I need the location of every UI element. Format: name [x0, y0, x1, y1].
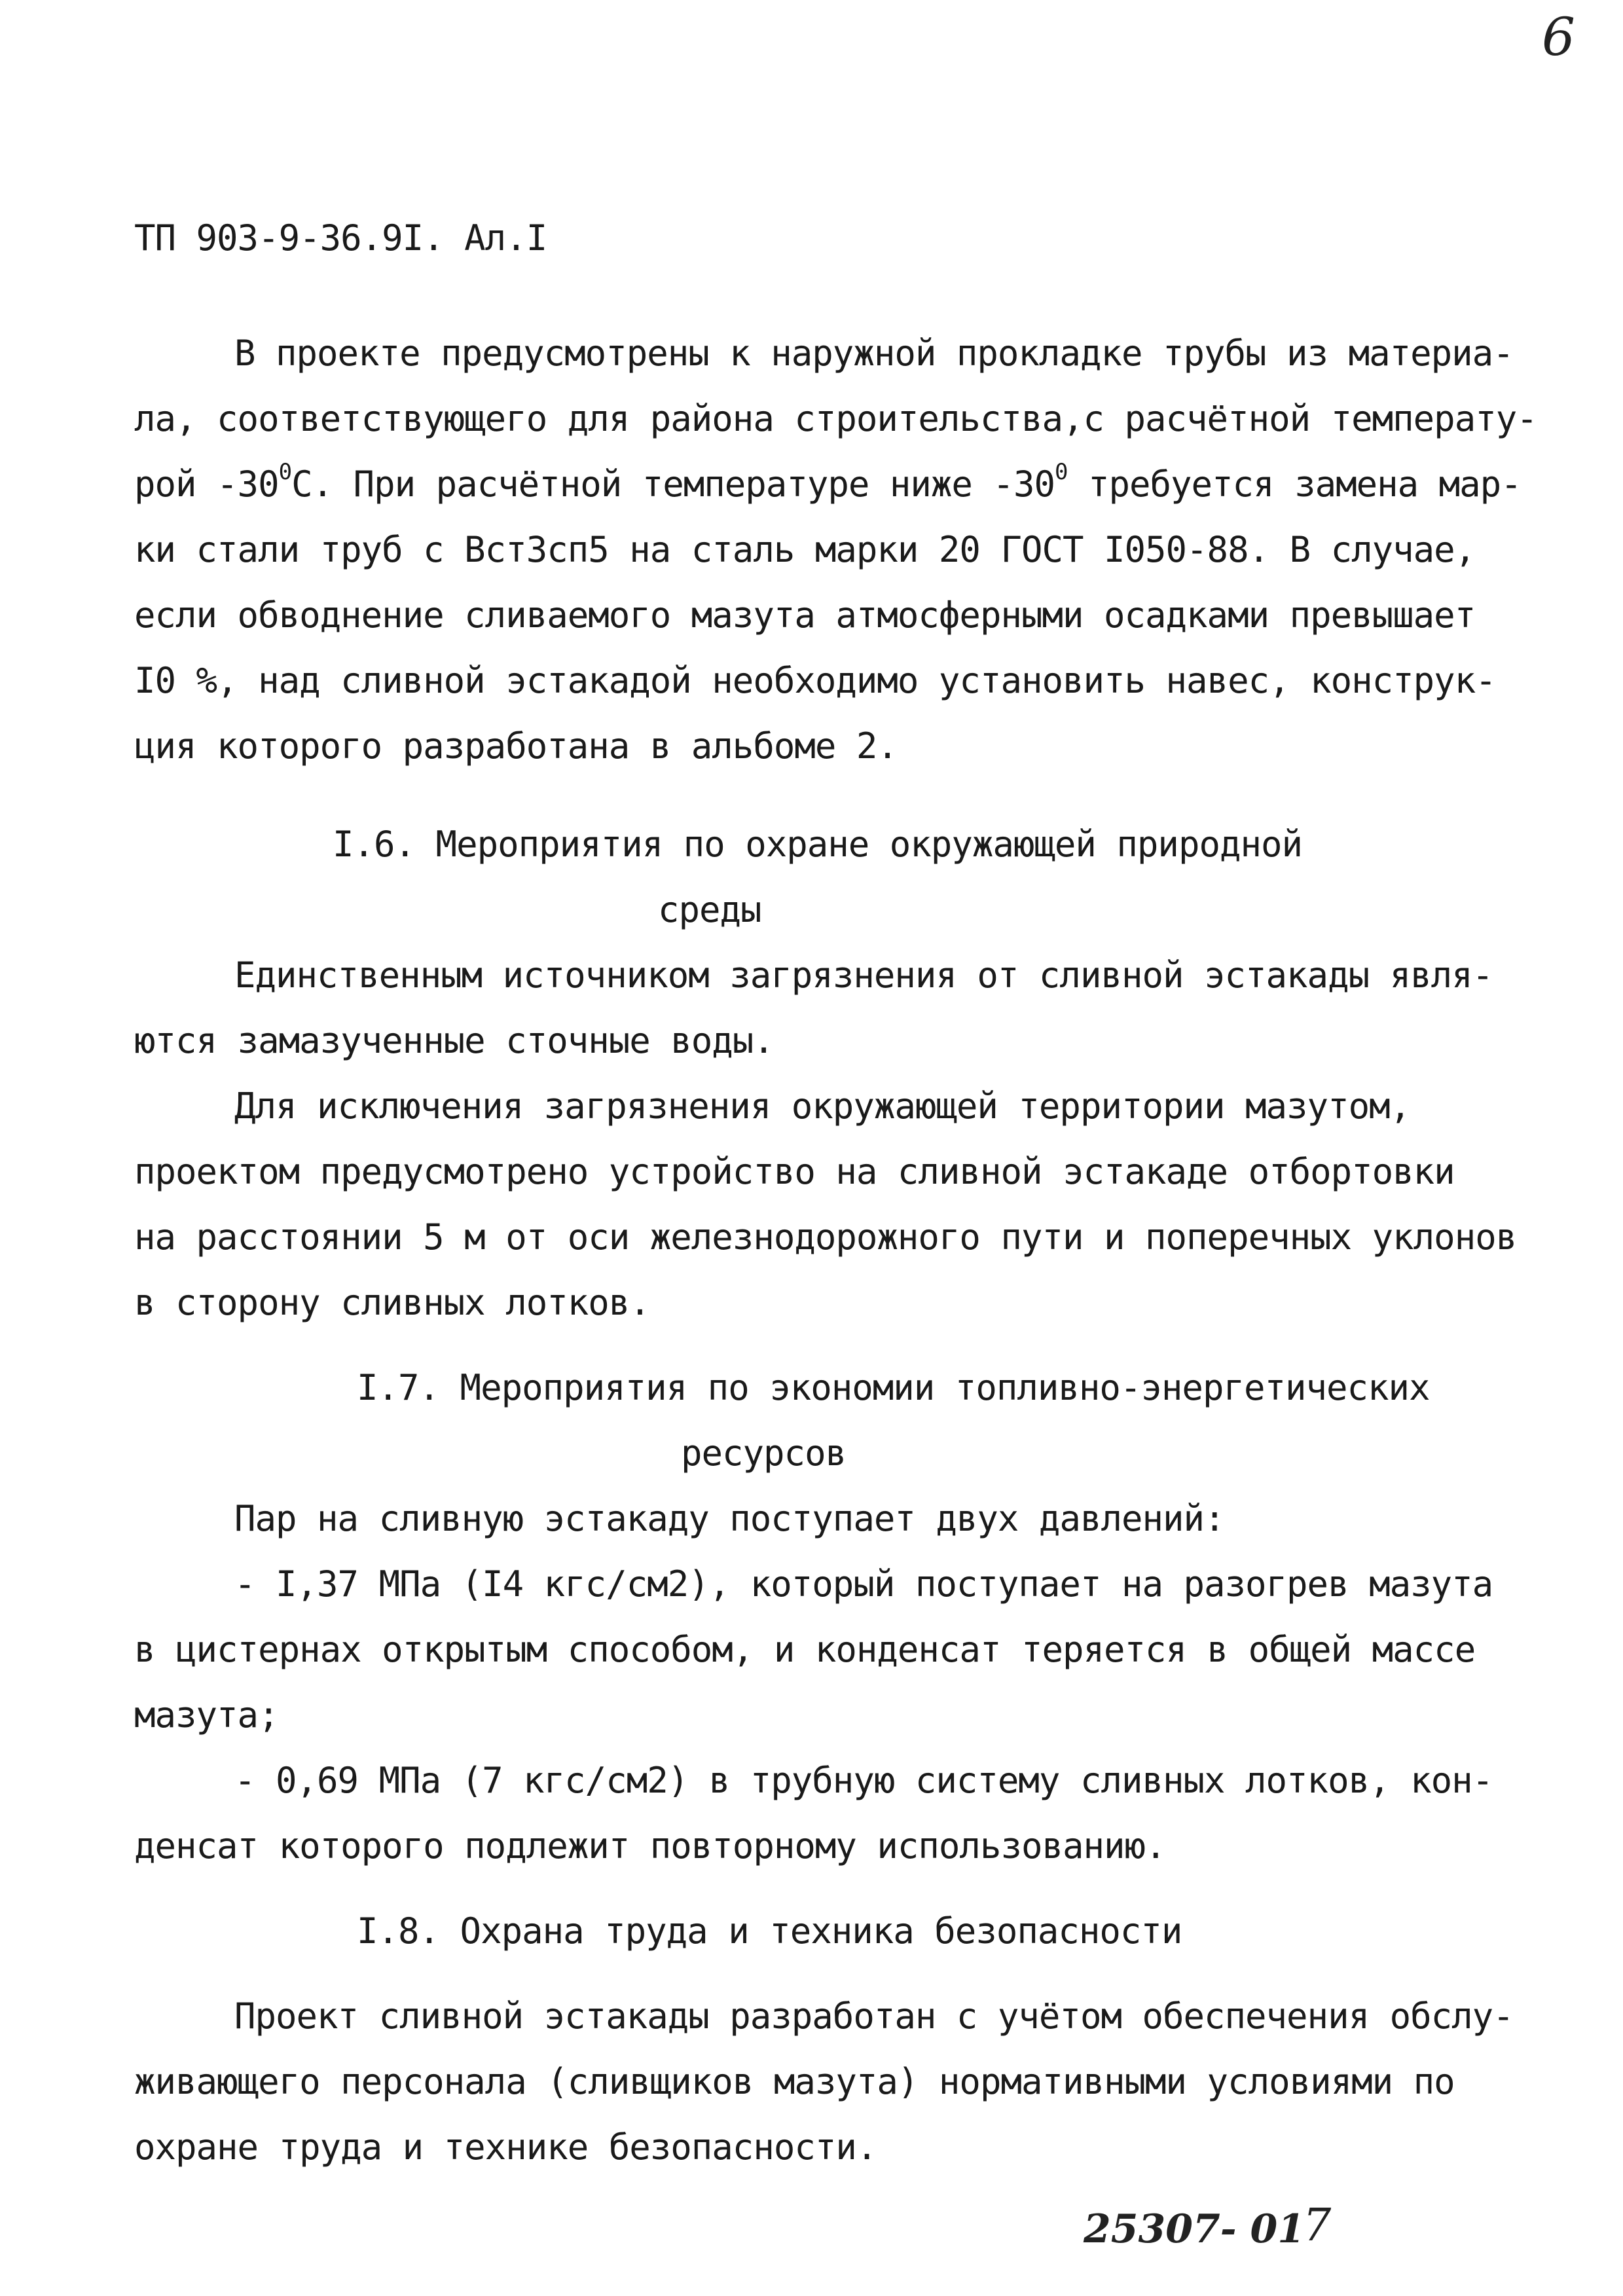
text-line: Единственным источником загрязнения от сливной эстакады явля- [234, 955, 1493, 996]
footer-code: 25307- 01 [1084, 2206, 1305, 2252]
text-line: В проекте предусмотрены к наружной прокладке трубы из материа- [234, 333, 1514, 374]
text-line: Проект сливной эстакады разработан с учётом обеспечения обслу- [234, 1995, 1514, 2037]
text-fragment: требуется замена мар- [1067, 464, 1522, 505]
text-line: охране труда и технике безопасности. [134, 2126, 877, 2168]
section-heading: I.6. Мероприятия по охране окружающей природной [333, 824, 1303, 865]
text-fragment: С. При расчётной температуре ниже -30 [291, 464, 1055, 505]
text-line: ются замазученные сточные воды. [134, 1020, 774, 1061]
text-line: - I,37 МПа (I4 кгс/см2), который поступает на разогрев мазута [234, 1563, 1493, 1605]
text-line: проектом предусмотрено устройство на сливной эстакаде отбортовки [134, 1151, 1455, 1192]
section-heading: среды [658, 889, 761, 930]
text-line: денсат которого подлежит повторному использованию. [134, 1825, 1166, 1867]
text-line: ки стали труб с ВстЗсп5 на сталь марки 20 ГОСТ I050-88. В случае, [134, 529, 1476, 570]
page-number: 6 [1542, 7, 1575, 67]
section-heading: I.8. Охрана труда и техника безопасности [357, 1910, 1182, 1952]
superscript: 0 [1054, 459, 1068, 485]
text-line: Для исключения загрязнения окружающей территории мазутом, [234, 1085, 1411, 1127]
superscript: 0 [278, 459, 292, 485]
text-line: ция которого разработана в альбоме 2. [134, 725, 898, 767]
section-heading: ресурсов [681, 1432, 847, 1474]
text-line: ла, соответствующего для района строительства,с расчётной температу- [134, 398, 1537, 439]
document-code: ТП 903-9-36.9I. Ал.I [134, 217, 547, 259]
text-line: I0 %, над сливной эстакадой необходимо установить навес, конструк- [134, 660, 1496, 701]
section-heading: I.7. Мероприятия по экономии топливно-энергетических [357, 1367, 1430, 1408]
footer-sheet-number: 7 [1303, 2200, 1332, 2251]
text-line: в цистернах открытым способом, и конденсат теряется в общей массе [134, 1629, 1476, 1670]
text-line: Пар на сливную эстакаду поступает двух давлений: [234, 1498, 1225, 1539]
text-line [134, 459, 1522, 505]
text-line: в сторону сливных лотков. [134, 1282, 650, 1323]
text-line: если обводнение сливаемого мазута атмосферными осадками превышает [134, 594, 1476, 636]
text-line: живающего персонала (сливщиков мазута) нормативными условиями по [134, 2061, 1455, 2102]
text-line: мазута; [134, 1694, 279, 1736]
text-line: на расстоянии 5 м от оси железнодорожного пути и поперечных уклонов [134, 1216, 1517, 1258]
text-fragment: рой -30 [134, 464, 279, 505]
text-line: - 0,69 МПа (7 кгс/см2) в трубную систему сливных лотков, кон- [234, 1760, 1493, 1801]
